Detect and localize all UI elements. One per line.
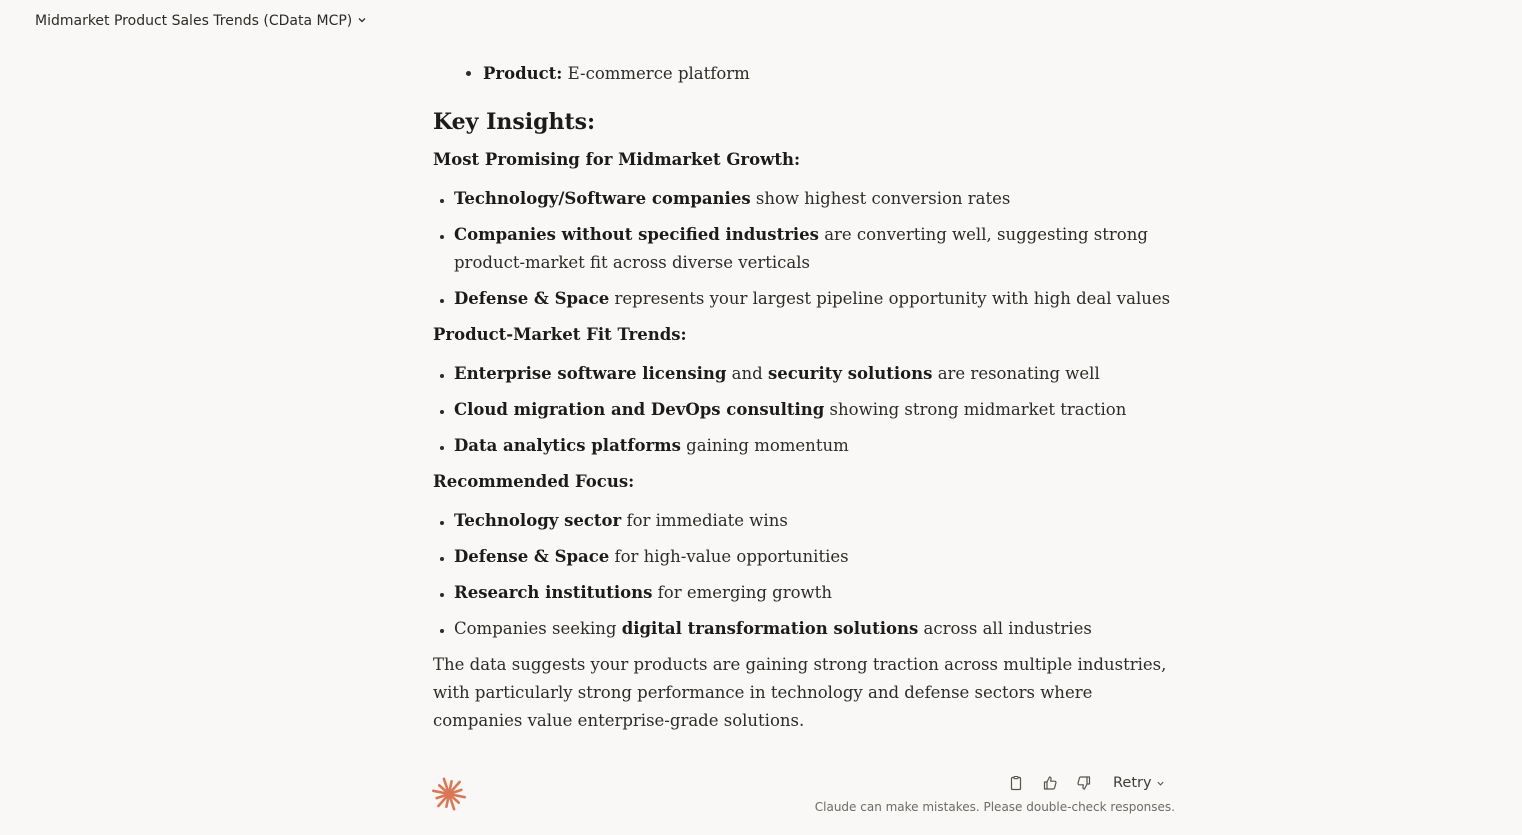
- list-item-text: for high-value opportunities: [609, 547, 849, 566]
- list-item-text: for immediate wins: [621, 511, 788, 530]
- list-item-text: E-commerce platform: [562, 64, 750, 83]
- list-item-bold: Companies without specified industries: [454, 225, 819, 244]
- section-title: Most Promising for Midmarket Growth:: [433, 150, 801, 169]
- retry-label: Retry: [1113, 775, 1152, 791]
- list-item: [454, 579, 1173, 607]
- list-item-bold: Defense & Space: [454, 289, 610, 308]
- list-item-text: across all industries: [918, 619, 1092, 638]
- thumbs-up-icon: [1042, 775, 1058, 791]
- conversation-title-button[interactable]: [35, 10, 367, 32]
- thumbs-down-button[interactable]: [1073, 772, 1095, 794]
- list-item: [454, 507, 1173, 535]
- thumbs-down-icon: [1076, 775, 1092, 791]
- list-item-text: and: [726, 364, 768, 383]
- list-item-text: for emerging growth: [652, 583, 832, 602]
- chevron-down-icon: [1156, 779, 1165, 788]
- list-item-text: are converting well, suggesting strong product-market fit across diverse verticals: [454, 225, 1148, 272]
- section-title: Recommended Focus:: [433, 472, 635, 491]
- retry-button[interactable]: [1113, 775, 1165, 791]
- list-item-text: show highest conversion rates: [750, 189, 1011, 208]
- list-item: [454, 285, 1173, 313]
- copy-button[interactable]: [1005, 772, 1027, 794]
- list-item: [454, 360, 1173, 388]
- insight-list: [433, 360, 1173, 460]
- thumbs-up-button[interactable]: [1039, 772, 1061, 794]
- list-item-bold: security solutions: [767, 364, 933, 383]
- list-item-bold: digital transformation solutions: [621, 619, 919, 638]
- list-item-bold: Technology sector: [454, 511, 622, 530]
- section-title: Product-Market Fit Trends:: [433, 325, 687, 344]
- insight-list: [433, 185, 1173, 313]
- assistant-message: [433, 60, 1173, 735]
- list-item: [454, 185, 1173, 213]
- message-actions: [1005, 770, 1165, 796]
- copy-icon: [1008, 775, 1024, 791]
- list-item-bold: Enterprise software licensing: [454, 364, 727, 383]
- list-item-text: represents your largest pipeline opportunity with high deal values: [609, 289, 1171, 308]
- list-item: [483, 60, 1173, 88]
- list-item-bold: Research institutions: [454, 583, 653, 602]
- key-insights-heading: Key Insights:: [433, 109, 596, 135]
- list-item: [454, 396, 1173, 424]
- list-item-text: Companies seeking: [454, 619, 622, 638]
- list-item: [454, 221, 1173, 277]
- claude-logo-icon: [431, 776, 467, 812]
- insight-list: [433, 507, 1173, 643]
- disclaimer-text: Claude can make mistakes. Please double-check responses.: [814, 800, 1175, 814]
- list-item-bold: Product:: [483, 64, 563, 83]
- summary-paragraph: The data suggests your products are gaining strong traction across multiple industries, with particularly strong performance in technology and defense sectors where companies value enterprise-grade solutions.: [433, 655, 1167, 730]
- list-item: [454, 543, 1173, 571]
- list-item-bold: Technology/Software companies: [454, 189, 751, 208]
- product-list: [433, 60, 1173, 88]
- chevron-down-icon: [357, 13, 367, 29]
- list-item-bold: Cloud migration and DevOps consulting: [454, 400, 825, 419]
- insight-sections: [433, 146, 1173, 643]
- list-item: [454, 615, 1173, 643]
- list-item-text: showing strong midmarket traction: [824, 400, 1127, 419]
- list-item-bold: Data analytics platforms: [454, 436, 681, 455]
- list-item-text: are resonating well: [932, 364, 1100, 383]
- list-item: [454, 432, 1173, 460]
- list-item-text: gaining momentum: [680, 436, 849, 455]
- list-item-bold: Defense & Space: [454, 547, 610, 566]
- conversation-title: Midmarket Product Sales Trends (CData MCP): [35, 13, 353, 29]
